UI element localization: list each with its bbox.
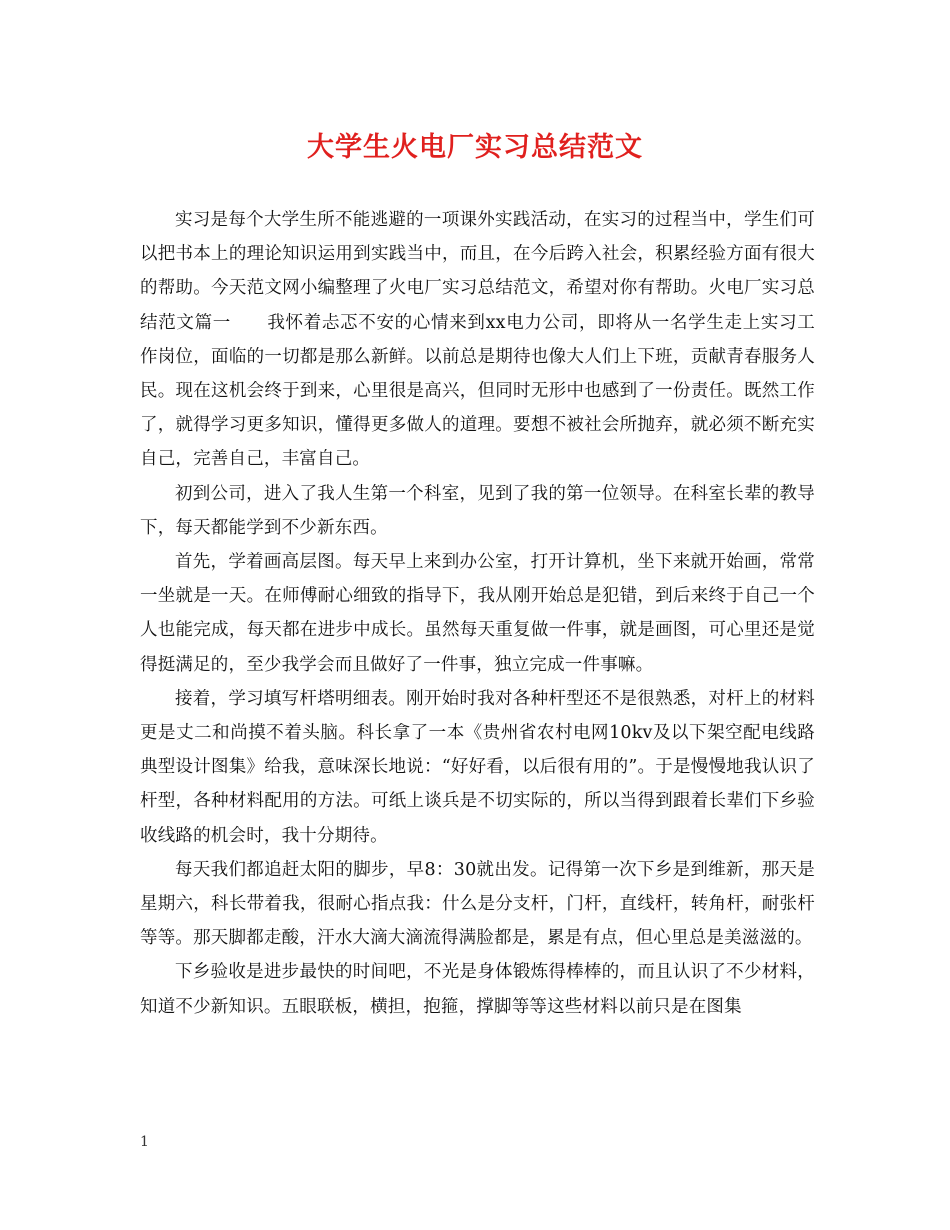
- paragraph-arrival: 初到公司，进入了我人生第一个科室，见到了我的第一位领导。在科室长辈的教导下，每天都能学到不少新东西。: [140, 483, 815, 538]
- page-number: 1: [140, 1134, 149, 1150]
- paragraph-inspection: 下乡验收是进步最快的时间吧，不光是身体锻炼得棒棒的，而且认识了不少材料，知道不少新知识。五眼联板，横担，抱箍，撑脚等等这些材料以前只是在图集: [140, 962, 815, 1017]
- paragraph-drawing: 首先，学着画高层图。每天早上来到办公室，打开计算机，坐下来就开始画，常常一坐就是一天。在师傅耐心细致的指导下，我从刚开始总是犯错，到后来终于自己一个人也能完成，每天都在进步中成长。虽然每天重复做一件事，就是画图，可心里还是觉得挺满足的，至少我学会而且做好了一件事，独立完成一件事嘛。: [140, 552, 815, 675]
- document-body: [140, 203, 815, 1024]
- paragraph-field-trip: 每天我们都追赶太阳的脚步，早8：30就出发。记得第一次下乡是到维新，那天是星期六，科长带着我，很耐心指点我：什么是分支杆，门杆，直线杆，转角杆，耐张杆等等。那天脚都走酸，汗水大滴大滴流得满脸都是，累是有点，但心里总是美滋滋的。: [140, 859, 815, 949]
- document-title: 大学生火电厂实习总结范文: [307, 132, 643, 163]
- paragraph-tower-table: 接着，学习填写杆塔明细表。刚开始时我对各种杆型还不是很熟悉，对杆上的材料更是丈二和尚摸不着头脑。科长拿了一本《贵州省农村电网10kv及以下架空配电线路典型设计图集》给我，意味深长地说：“好好看，以后很有用的”。于是慢慢地我认识了杆型，各种材料配用的方法。可纸上谈兵是不切实际的，所以当得到跟着长辈们下乡验收线路的机会时，我十分期待。: [140, 688, 815, 846]
- paragraph-intro: 实习是每个大学生所不能逃避的一项课外实践活动，在实习的过程当中，学生们可以把书本上的理论知识运用到实践当中，而且，在今后跨入社会，积累经验方面有很大的帮助。今天范文网小编整理了火电厂实习总结范文，希望对你有帮助。火电厂实习总结范文篇一 我怀着忐忑不安的心情来到xx电力公司，即将从一名学生走上实习工作岗位，面临的一切都是那么新鲜。以前总是期待也像大人们上下班，贡献青春服务人民。现在这机会终于到来，心里很是高兴，但同时无形中也感到了一份责任。既然工作了，就得学习更多知识，懂得更多做人的道理。要想不被社会所抛弃，就必须不断充实自己，完善自己，丰富自己。: [140, 210, 815, 470]
